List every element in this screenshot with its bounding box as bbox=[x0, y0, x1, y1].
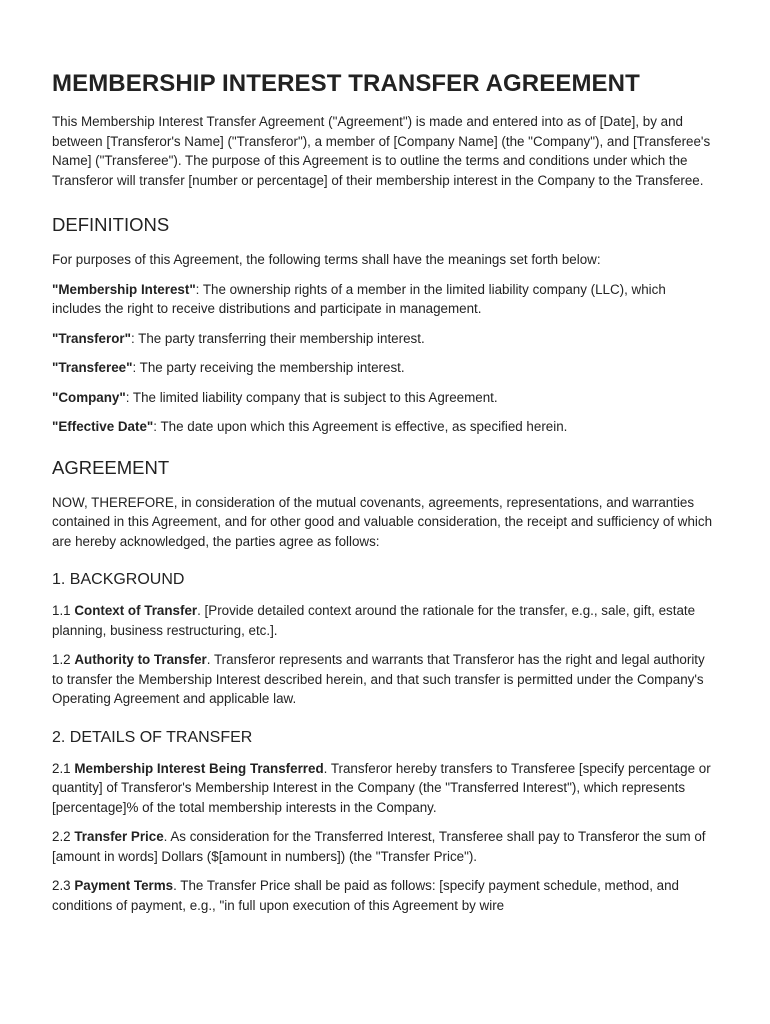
agreement-lead: NOW, THEREFORE, in consideration of the mutual covenants, agreements, representations, and warranties contained in this Agreement, and for other good and valuable consideration, the receipt and sufficiency of which are hereby acknowledged, the parties agree as follows: bbox=[52, 494, 713, 549]
clause-title: Transfer Price bbox=[74, 829, 164, 844]
definition-term: "Membership Interest" bbox=[52, 281, 196, 297]
clause bbox=[52, 876, 718, 915]
definition-item bbox=[52, 329, 718, 349]
details-heading: 2. DETAILS OF TRANSFER bbox=[52, 728, 253, 746]
definition-item bbox=[52, 280, 718, 319]
definition-item bbox=[52, 417, 718, 437]
clause-title: Authority to Transfer bbox=[74, 652, 207, 667]
agreement-heading: AGREEMENT bbox=[52, 456, 170, 478]
clause-number: 2.1 bbox=[52, 760, 75, 776]
intro-paragraph: This Membership Interest Transfer Agreement ("Agreement") is made and entered into as of [Date], by and between [Transferor's Name] ("Transferor"), a member of [Company Name] (the "Company"), and [Transferee's Name] ("Transferee"). The purpose of this Agreement is to outline the terms and conditions under which the Transferor will transfer [number or percentage] of their membership interest in the Company to the Transferee. bbox=[52, 114, 711, 188]
definition-term: "Transferor" bbox=[52, 330, 131, 346]
clause-text: . As consideration for the Transferred Interest, Transferee shall pay to Transferor the sum of [amount in words] Dollars ($[amount in numbers]) (the "Transfer Price"). bbox=[52, 829, 706, 864]
clause-title: Membership Interest Being Transferred bbox=[74, 760, 324, 776]
definition-text: : The date upon which this Agreement is effective, as specified herein. bbox=[153, 419, 568, 434]
definition-item bbox=[52, 388, 718, 408]
clause-text: . [Provide detailed context around the rationale for the transfer, e.g., sale, gift, estate planning, business restructuring, etc.]. bbox=[52, 603, 696, 638]
definitions-heading: DEFINITIONS bbox=[52, 214, 170, 235]
definition-text: : The party receiving the membership interest. bbox=[132, 360, 405, 375]
definition-text: : The party transferring their membership interest. bbox=[130, 330, 425, 346]
clause bbox=[52, 827, 718, 866]
definition-item bbox=[52, 358, 718, 378]
clause bbox=[52, 759, 718, 818]
clause-text: . The Transfer Price shall be paid as follows: [specify payment schedule, method, and conditions of payment, e.g., "in full upon execution of this Agreement by wire bbox=[52, 878, 679, 913]
document-title: MEMBERSHIP INTEREST TRANSFER AGREEMENT bbox=[52, 70, 640, 97]
definitions-lead: For purposes of this Agreement, the following terms shall have the meanings set forth below: bbox=[52, 252, 601, 267]
clause-number: 1.1 bbox=[52, 603, 75, 618]
clause-text: . Transferor hereby transfers to Transferee [specify percentage or quantity] of Transferor's Membership Interest in the Company (the "Transferred Interest"), which represents [percentage]% of the total membership interests in the Company. bbox=[52, 760, 711, 815]
clause-title: Payment Terms bbox=[74, 878, 174, 893]
clause-title: Context of Transfer bbox=[74, 603, 198, 618]
background-heading: 1. BACKGROUND bbox=[52, 571, 185, 588]
clause-text: . Transferor represents and warrants that Transferor has the right and legal authority to transfer the Membership Interest described herein, and that such transfer is permitted under the Company's Operating Agreement and applicable law. bbox=[52, 652, 705, 706]
definition-term: "Transferee" bbox=[52, 360, 133, 375]
definition-text: : The ownership rights of a member in the limited liability company (LLC), which includes the right to receive distributions and participate in management. bbox=[52, 281, 666, 316]
clause bbox=[52, 650, 718, 709]
clause bbox=[52, 601, 718, 640]
clause-number: 2.3 bbox=[52, 878, 75, 893]
clause-number: 2.2 bbox=[52, 829, 75, 844]
clause-number: 1.2 bbox=[52, 652, 75, 667]
definition-text: : The limited liability company that is subject to this Agreement. bbox=[125, 389, 498, 405]
definition-term: "Effective Date" bbox=[52, 419, 154, 434]
definition-term: "Company" bbox=[52, 389, 126, 405]
